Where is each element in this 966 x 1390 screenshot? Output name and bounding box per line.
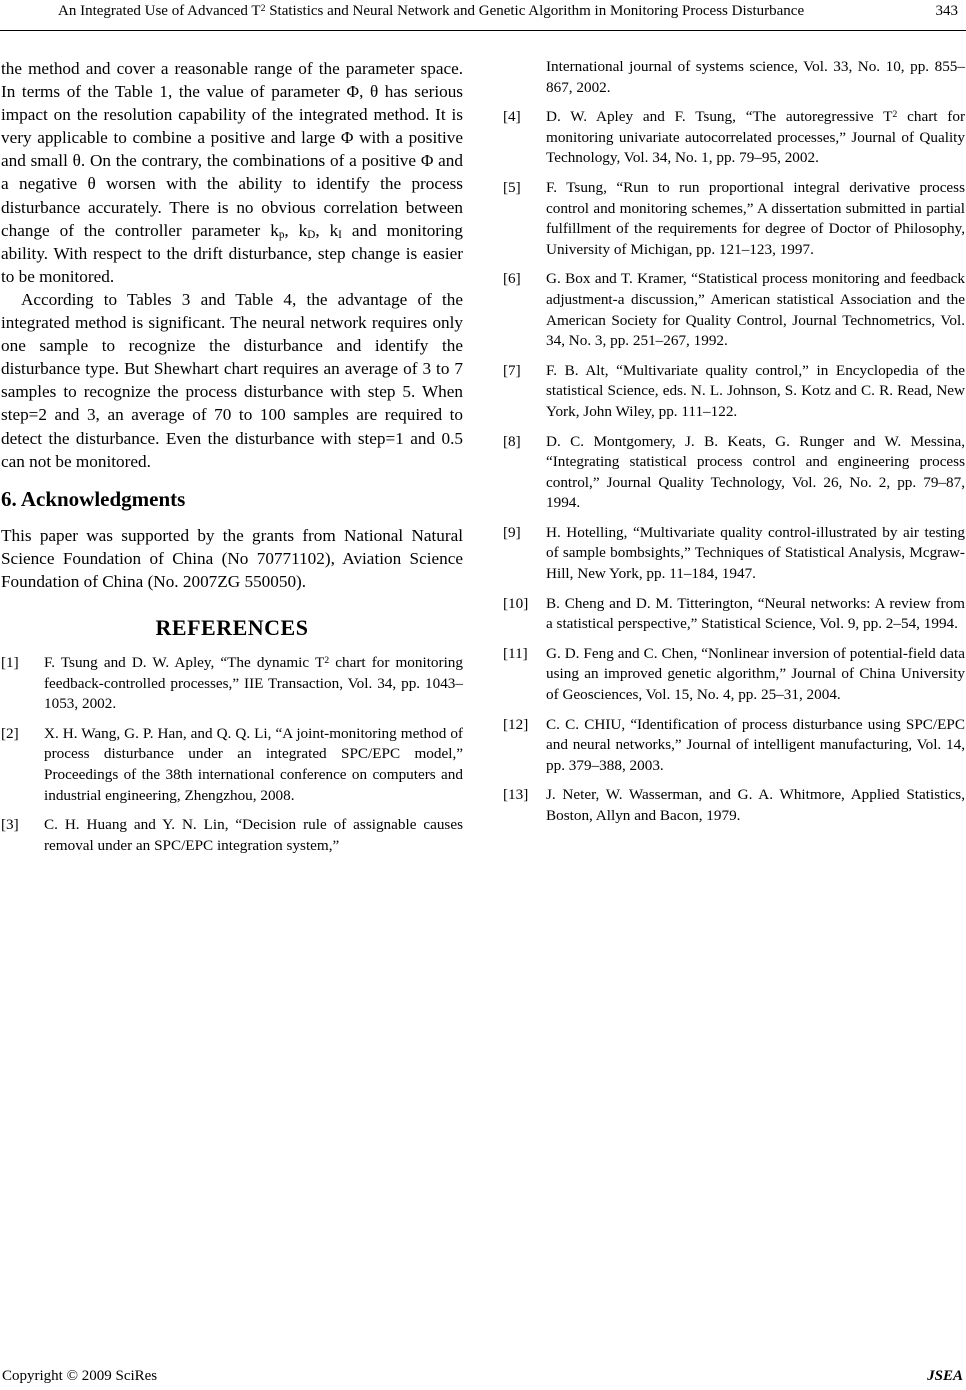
subscript-p: p xyxy=(278,229,285,242)
reference-text: F. Tsung, “Run to run proportional integral derivative process control and monitoring schemes,” A dissertation submitted in partial fulfillment of the requirements for degree of Doctor of Philosophy, University of Michigan, pp. 121–123, 1997. xyxy=(546,178,965,258)
reference-number: [6] xyxy=(503,270,521,288)
reference-number: [5] xyxy=(503,178,521,196)
reference-item xyxy=(503,785,965,826)
title-text-start: An Integrated Use of Advanced T xyxy=(58,3,261,19)
reference-text: X. H. Wang, G. P. Han, and Q. Q. Li, “A joint-monitoring method of process disturbance under an integrated SPC/EPC model,” Proceedings of the 38th international conference on computers and industrial engineering, Zhengzhou, 2008. xyxy=(44,724,463,804)
reference-item xyxy=(503,432,965,514)
references-list-right xyxy=(503,57,965,827)
header-rule xyxy=(0,30,966,31)
right-column xyxy=(503,57,965,836)
reference-item xyxy=(503,361,965,423)
left-column xyxy=(1,57,463,865)
subscript-d: D xyxy=(307,229,316,242)
reference-text: chart for monitoring feedback-controlled processes,” IIE Transaction, Vol. 34, pp. 1043–1053, 2002. xyxy=(44,653,463,713)
acknowledgments-heading: 6. Acknowledgments xyxy=(1,486,186,511)
reference-number: [3] xyxy=(1,816,19,834)
running-title xyxy=(58,3,804,20)
reference-number: [12] xyxy=(503,715,529,733)
reference-text: G. Box and T. Kramer, “Statistical process monitoring and feedback adjustment-a discussion,” American statistical Association and the American Society for Quality Control, Journal Technometrics, Vol. 34, No. 3, pp. 251–267, 1992. xyxy=(546,270,965,350)
reference-item xyxy=(503,269,965,351)
reference-item xyxy=(503,715,965,777)
paragraph-text: the method and cover a reasonable range of the parameter space. In terms of the Table 1, the value of parameter Φ, θ has serious impact on the resolution capability of the integrated method. It is very applicable to combine a positive and large Φ with a positive and small θ. On the contrary, the combinations of a positive Φ and a negative θ worsen with the ability to identify the process disturbance accurately. There is no obvious correlation between change of the controller parameter k xyxy=(1,59,463,240)
reference-number: [7] xyxy=(503,361,521,379)
reference-item xyxy=(503,644,965,706)
reference-text: D. C. Montgomery, J. B. Keats, G. Runger and W. Messina, “Integrating statistical process control and engineering process control,” Journal Quality Technology, Vol. 26, No. 2, pp. 79–87, 1994. xyxy=(546,432,965,512)
subscript-i: I xyxy=(338,229,342,242)
acknowledgments-text: This paper was supported by the grants from National Natural Science Foundation of China (No 70771102), Aviation Science Foundation of China (No. 2007ZG 550050). xyxy=(1,525,463,591)
reference-number: [1] xyxy=(1,653,19,671)
reference-superscript: 2 xyxy=(892,108,898,120)
reference-text: G. D. Feng and C. Chen, “Nonlinear inversion of potential-field data using an improved genetic algorithm,” Journal of China University of Geosciences, Vol. 15, No. 4, pp. 25–31, 2004. xyxy=(546,644,965,704)
reference-text: B. Cheng and D. M. Titterington, “Neural networks: A review from a statistical perspective,” Statistical Science, Vol. 9, pp. 2–54, 1994. xyxy=(546,594,965,633)
title-superscript: 2 xyxy=(260,2,266,14)
reference-text: F. B. Alt, “Multivariate quality control,” in Encyclopedia of the statistical Science, eds. N. L. Johnson, S. Kotz and C. R. Read, New York, John Wiley, pp. 111–122. xyxy=(546,361,965,420)
reference-number: [4] xyxy=(503,108,521,126)
paragraph-text: , k xyxy=(315,220,339,240)
reference-item xyxy=(503,107,965,169)
references-heading: REFERENCES xyxy=(155,614,309,640)
reference-text: International journal of systems science, Vol. 33, No. 10, pp. 855–867, 2002. xyxy=(546,58,965,96)
paragraph-text: , k xyxy=(284,220,308,240)
journal-abbreviation: JSEA xyxy=(927,1368,963,1384)
reference-number: [9] xyxy=(503,523,521,541)
reference-text: D. W. Apley and F. Tsung, “The autoregressive T xyxy=(546,108,893,126)
reference-text: J. Neter, W. Wasserman, and G. A. Whitmore, Applied Statistics, Boston, Allyn and Bacon, 1979. xyxy=(546,786,965,824)
reference-text: C. H. Huang and Y. N. Lin, “Decision rule of assignable causes removal under an SPC/EPC integration system,” xyxy=(44,816,463,854)
title-text-end: Statistics and Neural Network and Genetic Algorithm in Monitoring Process Disturbance xyxy=(265,3,805,19)
reference-item xyxy=(503,57,965,98)
reference-item xyxy=(1,724,463,806)
reference-item xyxy=(503,594,965,635)
reference-text: C. C. CHIU, “Identification of process disturbance using SPC/EPC and neural networks,” Journal of intelligent manufacturing, Vol. 14, pp. 379–388, 2003. xyxy=(546,715,965,774)
reference-number: [13] xyxy=(503,786,529,804)
reference-item xyxy=(503,178,965,260)
paragraph-discussion xyxy=(1,57,463,288)
reference-text: chart for monitoring univariate autocorrelated processes,” Journal of Quality Technology, Vol. 34, No. 1, pp. 79–95, 2002. xyxy=(546,108,965,167)
reference-number: [8] xyxy=(503,432,521,450)
page-number: 343 xyxy=(935,3,958,19)
paragraph-text: and monitoring ability. With respect to the drift disturbance, step change is easier to be monitored. xyxy=(1,220,463,286)
reference-number: [10] xyxy=(503,594,529,612)
reference-item xyxy=(503,523,965,585)
reference-number: [2] xyxy=(1,724,19,742)
references-list-left xyxy=(1,653,463,856)
running-header xyxy=(0,3,966,25)
reference-text: H. Hotelling, “Multivariate quality control-illustrated by air testing of sample bombsights,” Techniques of Statistical Analysis, Mcgraw-Hill, New York, pp. 11–184, 1947. xyxy=(546,523,965,583)
paragraph-comparison: According to Tables 3 and Table 4, the advantage of the integrated method is significant. The neural network requires only one sample to recognize the disturbance and identify the disturbance type. But Shewhart chart requires an average of 3 to 7 samples to recognize the process disturbance with step 5. When step=2 and 3, an average of 70 to 100 samples are required to detect the disturbance. Even the disturbance with step=1 and 0.5 can not be monitored. xyxy=(1,289,463,471)
reference-superscript: 2 xyxy=(324,654,330,666)
reference-item xyxy=(1,815,463,856)
reference-number: [11] xyxy=(503,644,528,662)
reference-item xyxy=(1,653,463,715)
reference-text: F. Tsung and D. W. Apley, “The dynamic T xyxy=(44,653,325,671)
copyright-text: Copyright © 2009 SciRes xyxy=(2,1368,158,1384)
